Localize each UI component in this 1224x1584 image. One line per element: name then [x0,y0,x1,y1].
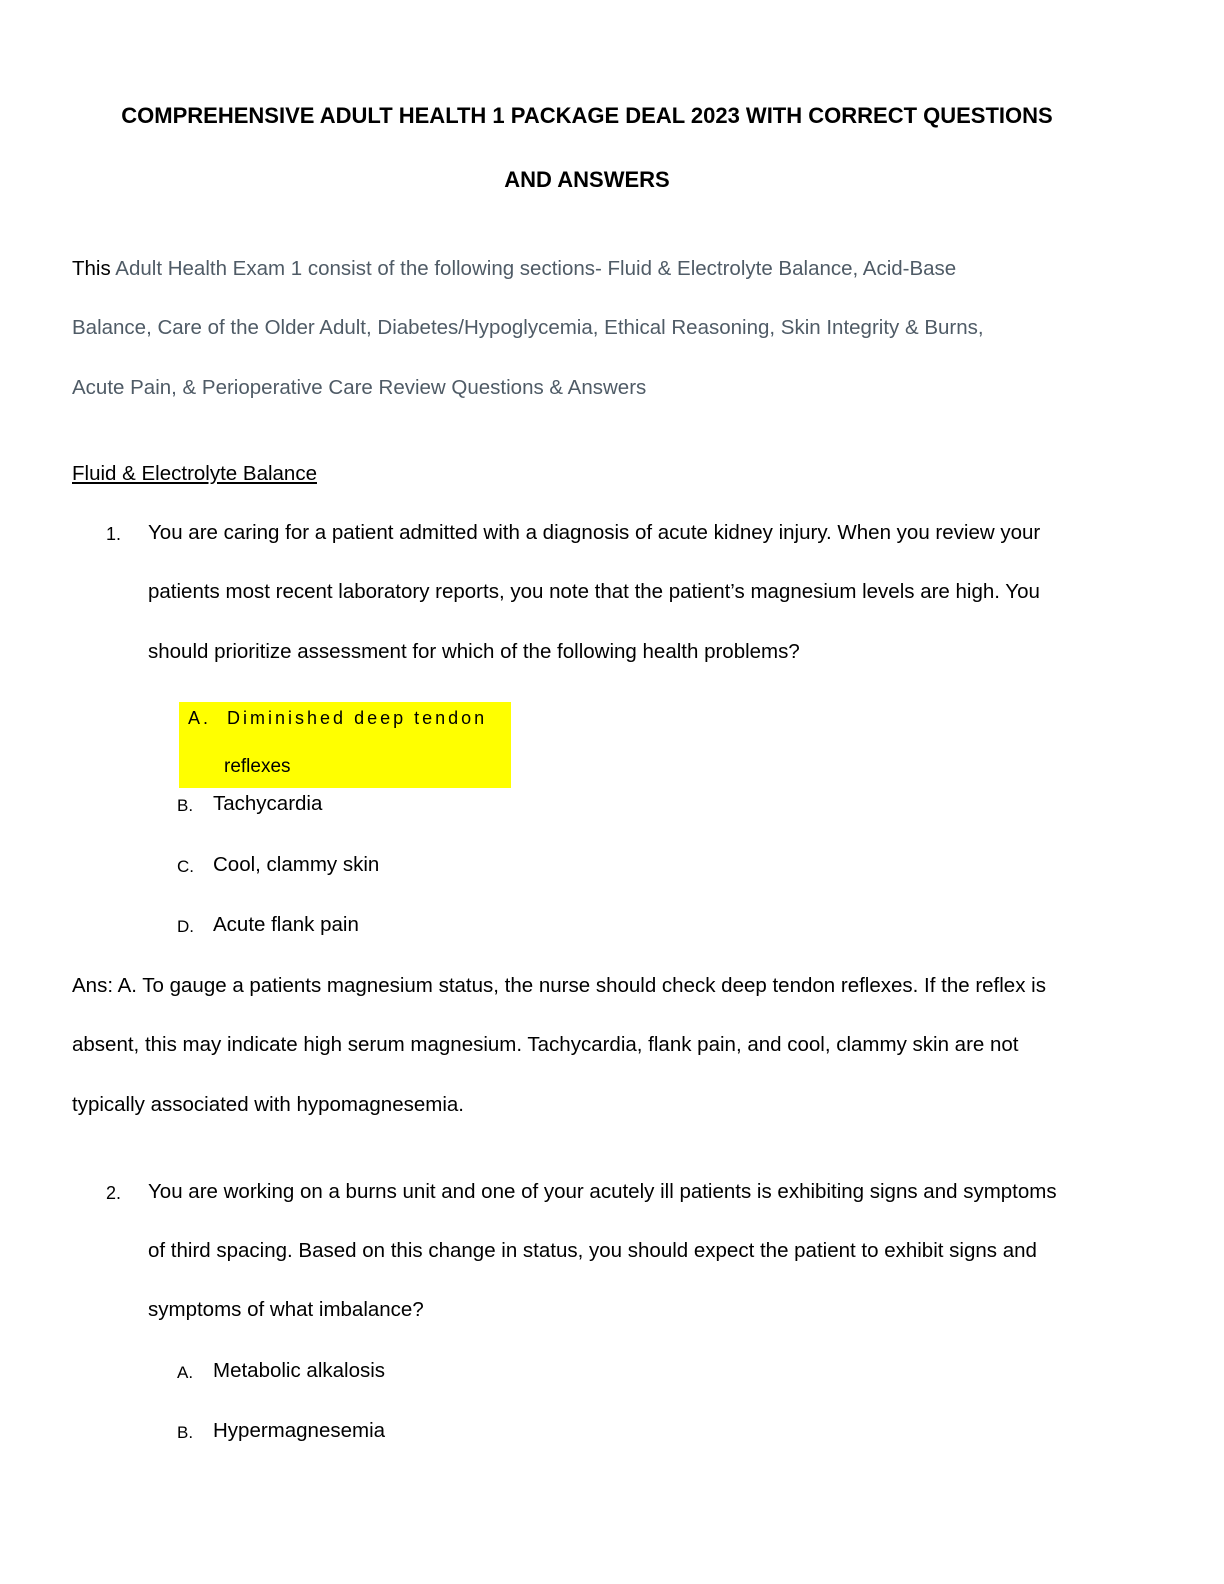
answer-1-line-2: absent, this may indicate high serum magnesium. Tachycardia, flank pain, and cool, clammy skin are not [72,1033,1019,1056]
question-2-number: 2. [106,1183,122,1203]
question-1-line-3: should prioritize assessment for which of the following health problems? [148,640,800,663]
option-a-line-1 [188,708,487,729]
intro-lead: This [72,257,116,280]
intro-line-2: Balance, Care of the Older Adult, Diabetes/Hypoglycemia, Ethical Reasoning, Skin Integrity & Burns, [72,316,984,339]
answer-1-line-3: typically associated with hypomagnesemia. [72,1093,464,1116]
q2-option-a-letter: A. [177,1363,194,1382]
answer-1-line-1: Ans: A. To gauge a patients magnesium status, the nurse should check deep tendon reflexes. If the reflex is [72,974,1046,997]
option-a-text: Diminished deep tendon [227,708,488,728]
q2-option-b-text: Hypermagnesemia [213,1419,386,1442]
question-1-line-1: You are caring for a patient admitted with a diagnosis of acute kidney injury. When you review your [148,521,1041,544]
question-2-line-1: You are working on a burns unit and one of your acutely ill patients is exhibiting signs and symptoms [148,1180,1057,1203]
q2-option-b-letter: B. [177,1423,194,1442]
document-title-line-1: COMPREHENSIVE ADULT HEALTH 1 PACKAGE DEAL 2023 WITH CORRECT QUESTIONS [121,103,1053,128]
option-a-highlight [179,702,511,788]
option-b-text: Tachycardia [213,792,323,815]
option-b-letter: B. [177,796,194,815]
question-1-number: 1. [106,524,122,544]
option-c-letter: C. [177,857,194,876]
option-a-letter: A. [188,708,212,728]
intro-text-1: Adult Health Exam 1 consist of the following sections- Fluid & Electrolyte Balance, Acid-Base [115,257,957,280]
section-heading: Fluid & Electrolyte Balance [72,462,317,485]
question-2-line-3: symptoms of what imbalance? [148,1298,424,1321]
option-d-letter: D. [177,917,194,936]
option-c-text: Cool, clammy skin [213,853,380,876]
question-2-line-2: of third spacing. Based on this change in status, you should expect the patient to exhibit signs and [148,1239,1037,1262]
option-a-line-2: reflexes [224,756,291,777]
question-1-line-2: patients most recent laboratory reports, you note that the patient’s magnesium levels are high. You [148,580,1040,603]
intro-line-3: Acute Pain, & Perioperative Care Review Questions & Answers [72,376,647,399]
option-d-text: Acute flank pain [213,913,359,936]
q2-option-a-text: Metabolic alkalosis [213,1359,386,1382]
intro-line-1 [72,257,956,281]
document-title-line-2: AND ANSWERS [504,167,670,192]
